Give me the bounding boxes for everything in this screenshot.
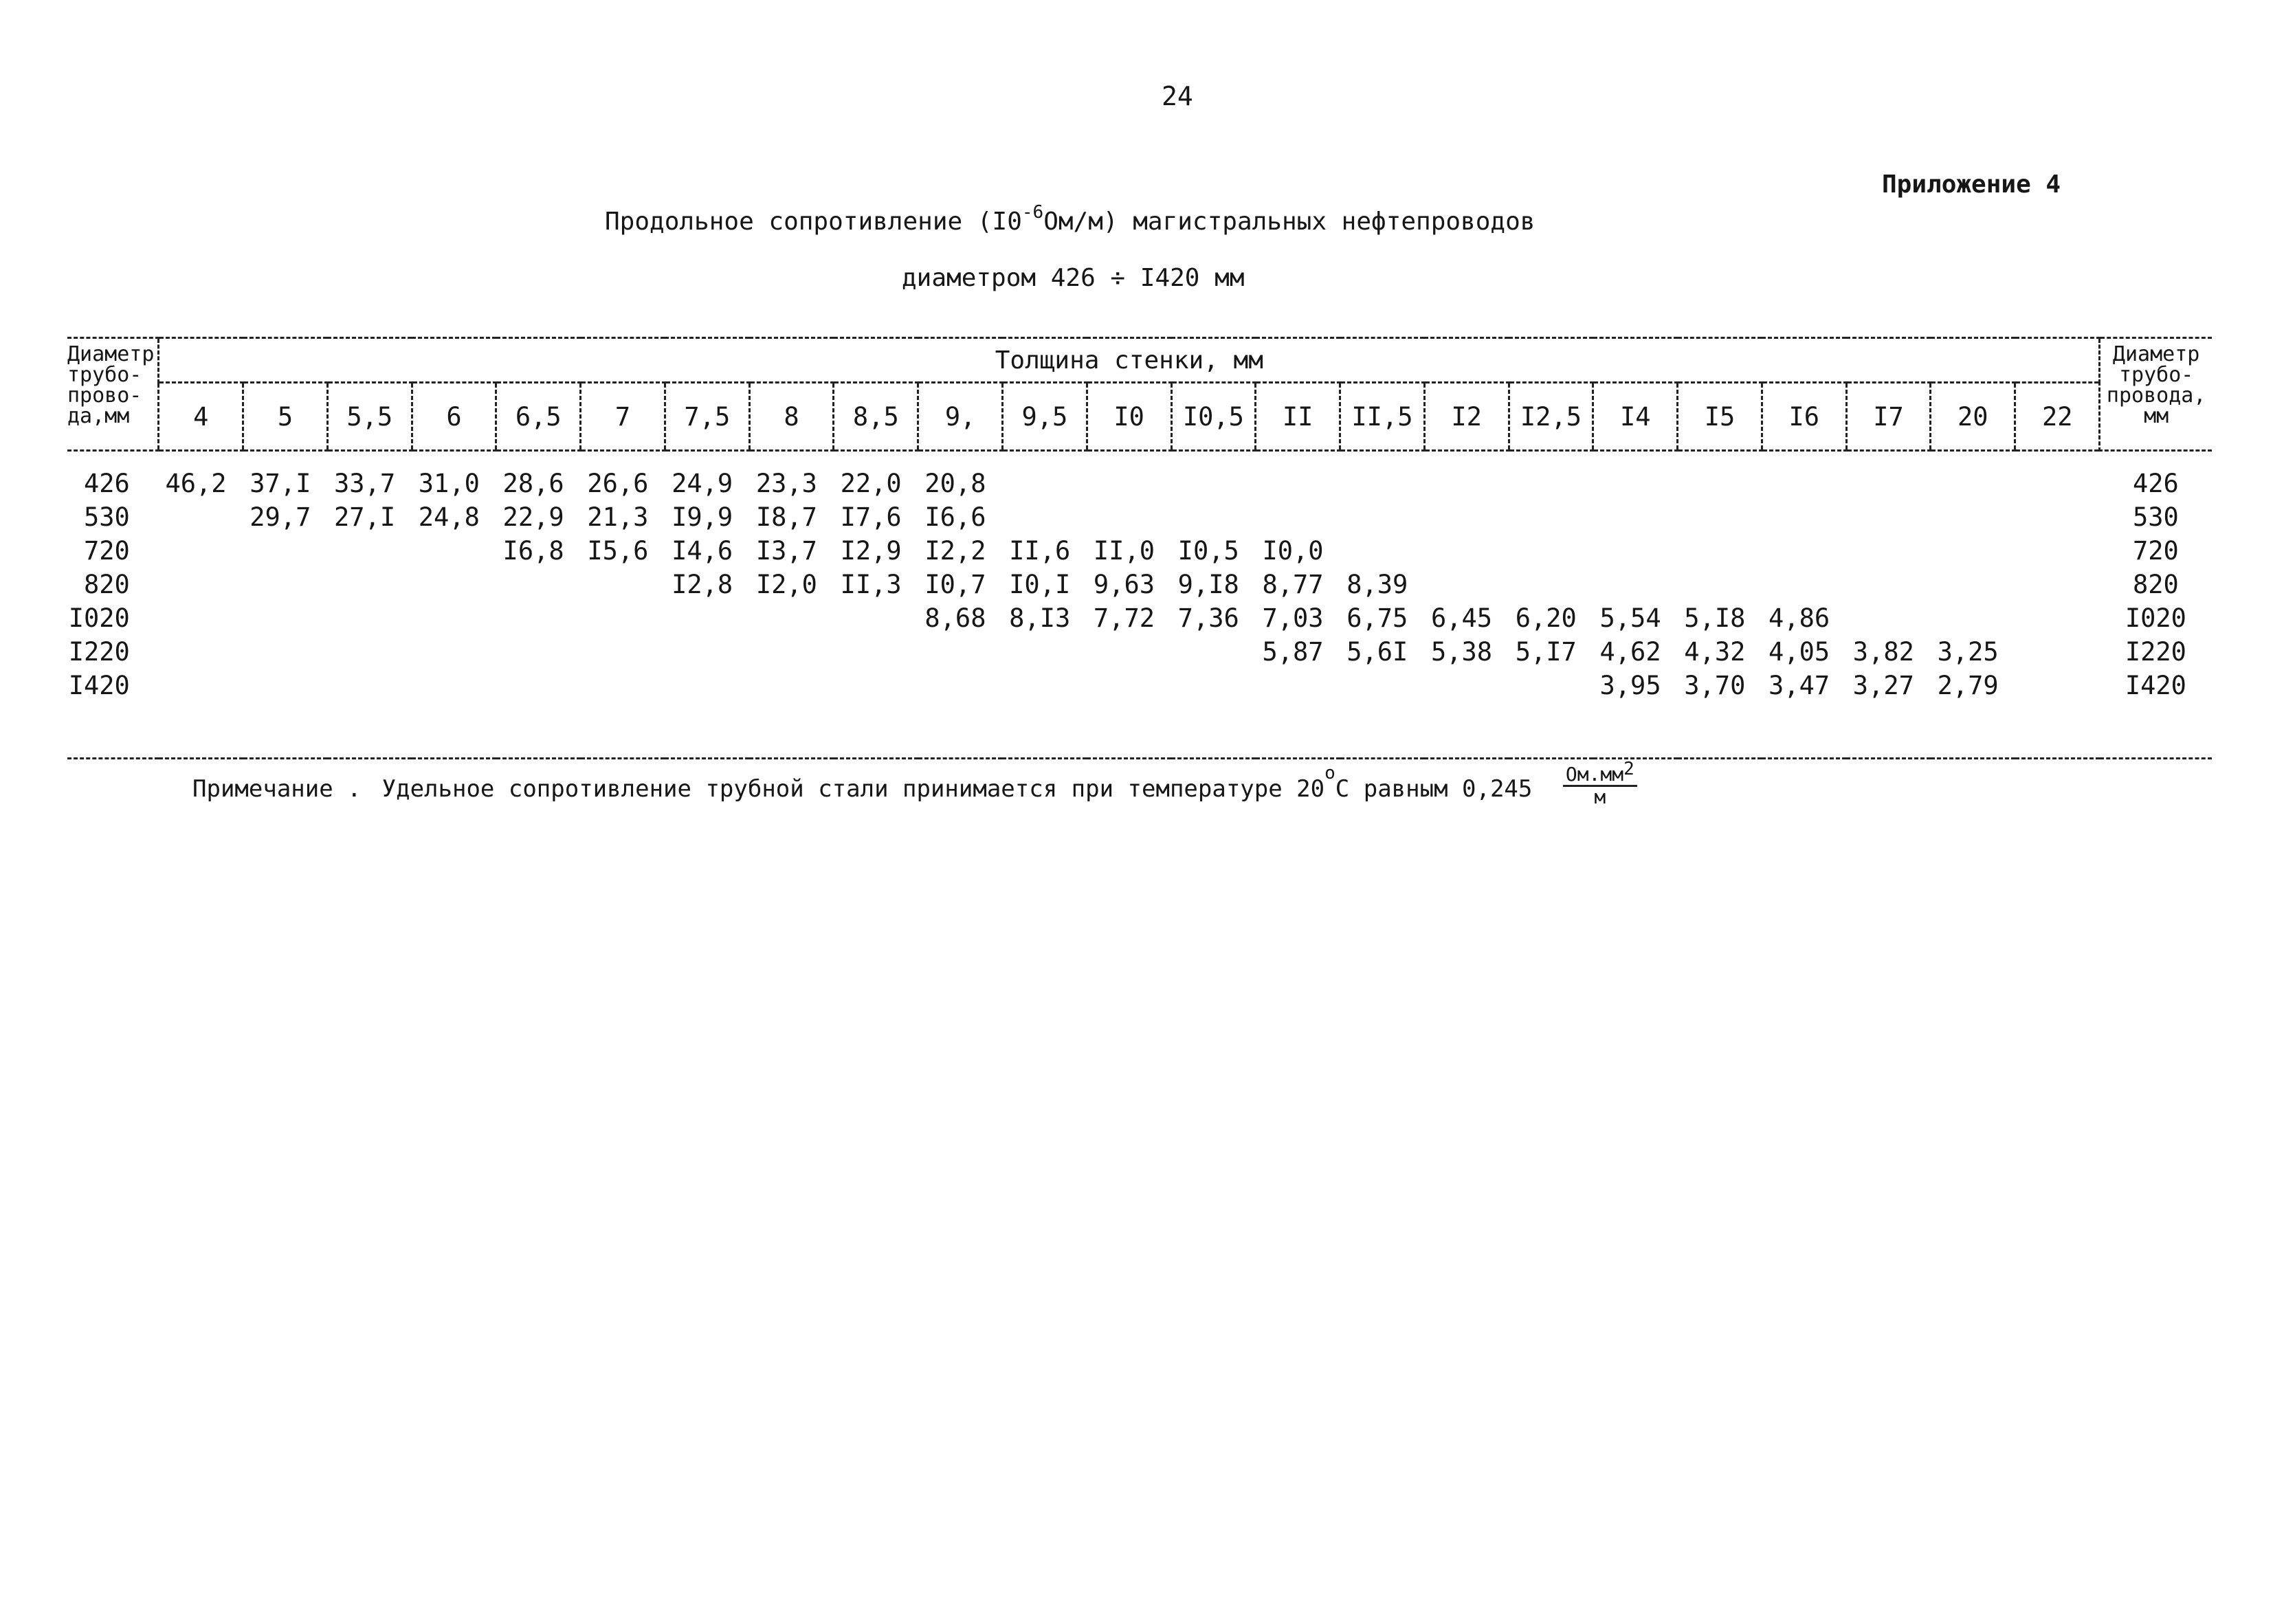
- resistance-cell: 6,75: [1346, 603, 1408, 633]
- resistance-cell: 31,0: [418, 469, 480, 498]
- resistance-cell: [159, 601, 243, 635]
- thickness-header-cell: 5,5: [327, 383, 412, 451]
- resistance-cell: [1762, 534, 1846, 568]
- resistance-cell: [1846, 451, 1931, 501]
- right-header-line: мм: [2144, 404, 2169, 428]
- resistance-cell: [1678, 500, 1762, 534]
- table-bottom-rule: [67, 702, 2212, 759]
- row-diameter-left: I220: [68, 637, 130, 667]
- resistance-cell: 4,86: [1768, 603, 1830, 633]
- resistance-cell: I6,8: [502, 536, 564, 566]
- thickness-header-cell: 7,5: [665, 383, 749, 451]
- resistance-cell: [749, 635, 834, 669]
- resistance-cell: [327, 534, 412, 568]
- resistance-cell: 9,63: [1093, 570, 1155, 599]
- resistance-cell: [496, 601, 581, 635]
- resistance-cell: [834, 601, 918, 635]
- resistance-cell: [1931, 500, 2015, 534]
- resistance-cell: [2015, 500, 2100, 534]
- resistance-cell: I2,9: [840, 536, 902, 566]
- resistance-cell: [1087, 635, 1171, 669]
- resistance-cell: [1087, 669, 1171, 702]
- resistance-cell: [1424, 534, 1509, 568]
- resistance-cell: [412, 601, 496, 635]
- resistance-cell: [327, 635, 412, 669]
- resistance-cell: I0,0: [1262, 536, 1324, 566]
- row-diameter-left: 720: [84, 536, 130, 566]
- thickness-header-cell: I7: [1846, 383, 1931, 451]
- resistance-cell: 28,6: [502, 469, 564, 498]
- thickness-header-cell: 22: [2015, 383, 2100, 451]
- row-diameter-left: I420: [68, 671, 130, 700]
- resistance-cell: [1931, 534, 2015, 568]
- appendix-label: Приложение 4: [1882, 170, 2061, 199]
- thickness-header-cell: I2,5: [1509, 383, 1593, 451]
- resistance-cell: [1087, 500, 1171, 534]
- resistance-cell: 3,47: [1768, 671, 1830, 700]
- table-row: [67, 451, 2212, 501]
- thickness-header-cell: II: [1256, 383, 1340, 451]
- resistance-cell: 26,6: [587, 469, 649, 498]
- resistance-cell: 7,36: [1177, 603, 1239, 633]
- resistance-cell: [159, 534, 243, 568]
- resistance-cell: [1424, 500, 1509, 534]
- page-number: 24: [1162, 81, 1193, 111]
- unit-denominator: м: [1594, 786, 1606, 808]
- bottom-rule-cell: [67, 702, 2212, 759]
- resistance-cell: [243, 635, 328, 669]
- resistance-cell: 5,I8: [1684, 603, 1746, 633]
- resistance-cell: [1593, 534, 1678, 568]
- resistance-cell: [159, 635, 243, 669]
- resistance-cell: [1593, 451, 1678, 501]
- resistance-cell: [834, 669, 918, 702]
- resistance-cell: [1171, 635, 1256, 669]
- degree-mark: о: [1324, 763, 1335, 783]
- resistance-cell: [1846, 568, 1931, 601]
- left-header-line: прово-: [67, 383, 142, 408]
- resistance-cell: [1762, 500, 1846, 534]
- note-text: Удельное сопротивление трубной стали принимается при температуре 20: [381, 775, 1325, 803]
- resistance-cell: 2,79: [1937, 671, 1999, 700]
- resistance-cell: [581, 601, 665, 635]
- resistance-cell: [1593, 500, 1678, 534]
- row-diameter-left: I020: [68, 603, 130, 633]
- table-row: [67, 635, 2212, 669]
- resistance-cell: 8,I3: [1009, 603, 1071, 633]
- note-text-end: С равным 0,245: [1335, 775, 1533, 803]
- resistance-cell: 24,8: [418, 502, 480, 532]
- unit-numerator: [1563, 759, 1637, 787]
- title-text-b: Ом/м) магистральных нефтепроводов: [1043, 208, 1535, 236]
- thickness-header-cell: 6: [412, 383, 496, 451]
- row-diameter-left: 426: [84, 469, 130, 498]
- resistance-cell: [327, 568, 412, 601]
- resistance-cell: [1509, 451, 1593, 501]
- thickness-header-cell: I0: [1087, 383, 1171, 451]
- resistance-cell: [1762, 568, 1846, 601]
- resistance-cell: [1002, 451, 1087, 501]
- resistance-cell: I7,6: [840, 502, 902, 532]
- resistance-cell: [749, 669, 834, 702]
- resistance-cell: II,3: [840, 570, 902, 599]
- resistance-cell: 3,82: [1852, 637, 1914, 667]
- resistance-cell: 33,7: [334, 469, 396, 498]
- resistance-cell: [412, 568, 496, 601]
- resistance-cell: [1256, 669, 1340, 702]
- table-row: [67, 534, 2212, 568]
- resistance-cell: 6,45: [1430, 603, 1493, 633]
- resistance-cell: 4,05: [1768, 637, 1830, 667]
- resistance-cell: [1762, 451, 1846, 501]
- resistance-cell: [1509, 669, 1593, 702]
- resistance-cell: 5,87: [1262, 637, 1324, 667]
- row-diameter-right: I220: [2125, 637, 2186, 667]
- thickness-header-cell: 8: [749, 383, 834, 451]
- resistance-cell: [1509, 534, 1593, 568]
- resistance-cell: [1002, 635, 1087, 669]
- resistance-cell: [1171, 500, 1256, 534]
- resistance-cell: I2,2: [924, 536, 986, 566]
- resistance-cell: 29,7: [250, 502, 311, 532]
- thickness-header-cell: I5: [1678, 383, 1762, 451]
- resistance-cell: [581, 635, 665, 669]
- thickness-header-cell: 20: [1931, 383, 2015, 451]
- resistance-cell: [243, 534, 328, 568]
- thickness-header-cell: II,5: [1340, 383, 1425, 451]
- wall-thickness-header: Толщина стенки, мм: [159, 338, 2100, 383]
- resistance-cell: [2015, 534, 2100, 568]
- title-text-a: Продольное сопротивление (I0: [605, 208, 1022, 236]
- resistance-cell: [1678, 568, 1762, 601]
- right-header-line: трубо-: [2118, 363, 2194, 387]
- resistance-cell: [1087, 451, 1171, 501]
- resistance-cell: [1340, 451, 1425, 501]
- resistance-cell: [243, 601, 328, 635]
- thickness-header-cell: 6,5: [496, 383, 581, 451]
- resistance-cell: [1340, 534, 1425, 568]
- resistance-cell: 8,39: [1346, 570, 1408, 599]
- resistance-cell: 5,6I: [1346, 637, 1408, 667]
- resistance-cell: [665, 669, 749, 702]
- resistance-cell: [1424, 568, 1509, 601]
- footnote: [192, 759, 1637, 812]
- thickness-header-cell: 7: [581, 383, 665, 451]
- resistance-cell: II,0: [1093, 536, 1155, 566]
- thickness-header-cell: I4: [1593, 383, 1678, 451]
- resistance-cell: [159, 568, 243, 601]
- resistance-cell: [1678, 451, 1762, 501]
- resistance-cell: 8,77: [1262, 570, 1324, 599]
- resistance-cell: I5,6: [587, 536, 649, 566]
- left-header-line: да,мм: [67, 404, 130, 428]
- resistance-cell: [1846, 601, 1931, 635]
- resistance-cell: 37,I: [250, 469, 311, 498]
- resistance-cell: [327, 601, 412, 635]
- resistance-cell: [1340, 500, 1425, 534]
- unit-numerator-text: Ом.мм: [1565, 763, 1624, 786]
- resistance-cell: 27,I: [334, 502, 396, 532]
- resistance-cell: 5,38: [1430, 637, 1493, 667]
- left-header-line: трубо-: [67, 363, 142, 387]
- resistance-cell: [243, 568, 328, 601]
- resistance-cell: [243, 669, 328, 702]
- thickness-header-cell: I6: [1762, 383, 1846, 451]
- resistance-cell: [1931, 451, 2015, 501]
- table-title-line-2: диаметром 426 ÷ I420 мм: [902, 264, 1245, 292]
- thickness-header-cell: 4: [159, 383, 243, 451]
- resistance-cell: 9,I8: [1177, 570, 1239, 599]
- resistance-cell: I2,0: [755, 570, 817, 599]
- resistance-cell: [1509, 500, 1593, 534]
- resistance-cell: II,6: [1009, 536, 1071, 566]
- resistance-cell: [2015, 601, 2100, 635]
- resistance-cell: [581, 669, 665, 702]
- resistance-cell: 7,72: [1093, 603, 1155, 633]
- title-exponent: -6: [1021, 202, 1044, 223]
- resistance-cell: 22,0: [840, 469, 902, 498]
- resistance-cell: [1002, 500, 1087, 534]
- row-diameter-right: I020: [2125, 603, 2186, 633]
- resistance-cell: 5,I7: [1515, 637, 1577, 667]
- resistance-cell: I2,8: [672, 570, 733, 599]
- resistance-cell: [1931, 568, 2015, 601]
- row-diameter-right: 530: [2132, 502, 2179, 532]
- resistance-cell: [159, 500, 243, 534]
- resistance-cell: I0,5: [1177, 536, 1239, 566]
- resistance-cell: 20,8: [924, 469, 986, 498]
- resistance-cell: [1256, 500, 1340, 534]
- resistance-cell: 3,27: [1852, 671, 1914, 700]
- table-row: [67, 669, 2212, 702]
- row-diameter-right: I420: [2125, 671, 2186, 700]
- resistance-cell: 22,9: [502, 502, 564, 532]
- resistance-cell: [749, 601, 834, 635]
- resistance-cell: [496, 635, 581, 669]
- resistance-cell: I6,6: [924, 502, 986, 532]
- resistance-cell: I4,6: [672, 536, 733, 566]
- resistance-cell: [1256, 451, 1340, 501]
- thickness-header-cell: I0,5: [1171, 383, 1256, 451]
- unit-fraction: [1563, 759, 1637, 808]
- resistance-cell: 4,32: [1684, 637, 1746, 667]
- table-header: [67, 338, 2212, 451]
- note-label: Примечание .: [192, 775, 362, 803]
- table-body: [67, 451, 2212, 759]
- resistance-cell: 6,20: [1515, 603, 1577, 633]
- thickness-row: [67, 383, 2212, 451]
- resistance-cell: [1846, 500, 1931, 534]
- resistance-cell: I8,7: [755, 502, 817, 532]
- resistance-cell: [1931, 601, 2015, 635]
- resistance-cell: I0,7: [924, 570, 986, 599]
- thickness-header-cell: I2: [1424, 383, 1509, 451]
- resistance-cell: [159, 669, 243, 702]
- unit-exponent: 2: [1623, 759, 1634, 779]
- resistance-cell: [2015, 451, 2100, 501]
- left-diameter-header: [67, 338, 159, 451]
- thickness-header-cell: 9,: [918, 383, 1003, 451]
- left-header-line: Диаметр: [67, 342, 155, 366]
- resistance-cell: 21,3: [587, 502, 649, 532]
- resistance-cell: 3,70: [1684, 671, 1746, 700]
- row-diameter-right: 426: [2132, 469, 2179, 498]
- table-row: [67, 601, 2212, 635]
- resistance-cell: [1678, 534, 1762, 568]
- table-row: [67, 568, 2212, 601]
- resistance-cell: I3,7: [755, 536, 817, 566]
- resistance-cell: [2015, 635, 2100, 669]
- resistance-cell: 46,2: [165, 469, 227, 498]
- resistance-cell: [1424, 669, 1509, 702]
- row-diameter-right: 820: [2132, 570, 2179, 599]
- resistance-cell: 3,25: [1937, 637, 1999, 667]
- row-diameter-right: 720: [2132, 536, 2179, 566]
- row-diameter-left: 530: [84, 502, 130, 532]
- thickness-header-cell: 5: [243, 383, 328, 451]
- resistance-cell: [665, 601, 749, 635]
- resistance-cell: [496, 669, 581, 702]
- resistance-cell: [918, 635, 1003, 669]
- resistance-cell: [918, 669, 1003, 702]
- resistance-cell: [665, 635, 749, 669]
- resistance-cell: [834, 635, 918, 669]
- resistance-cell: [581, 568, 665, 601]
- resistance-cell: [1424, 451, 1509, 501]
- resistance-cell: [1002, 669, 1087, 702]
- resistance-cell: I9,9: [672, 502, 733, 532]
- resistance-table: [67, 337, 2212, 759]
- resistance-cell: [496, 568, 581, 601]
- resistance-cell: [1593, 568, 1678, 601]
- right-header-line: Диаметр: [2112, 342, 2200, 366]
- resistance-cell: [1846, 534, 1931, 568]
- resistance-cell: [2015, 669, 2100, 702]
- resistance-cell: 24,9: [672, 469, 733, 498]
- resistance-cell: [1171, 669, 1256, 702]
- resistance-cell: [412, 635, 496, 669]
- resistance-cell: 23,3: [755, 469, 817, 498]
- resistance-cell: 4,62: [1599, 637, 1661, 667]
- resistance-cell: [1509, 568, 1593, 601]
- resistance-cell: [1340, 669, 1425, 702]
- resistance-cell: 8,68: [924, 603, 986, 633]
- resistance-cell: [412, 669, 496, 702]
- resistance-cell: [2015, 568, 2100, 601]
- resistance-cell: 7,03: [1262, 603, 1324, 633]
- row-diameter-left: 820: [84, 570, 130, 599]
- thickness-header-cell: 9,5: [1002, 383, 1087, 451]
- table-title-line-1: [0, 202, 1535, 236]
- resistance-cell: [327, 669, 412, 702]
- table-row: [67, 500, 2212, 534]
- resistance-cell: I0,I: [1009, 570, 1071, 599]
- right-diameter-header: [2100, 338, 2212, 451]
- resistance-cell: [1171, 451, 1256, 501]
- resistance-cell: 5,54: [1599, 603, 1661, 633]
- thickness-header-cell: 8,5: [834, 383, 918, 451]
- resistance-cell: [412, 534, 496, 568]
- resistance-cell: 3,95: [1599, 671, 1661, 700]
- right-header-line: провода,: [2106, 383, 2206, 408]
